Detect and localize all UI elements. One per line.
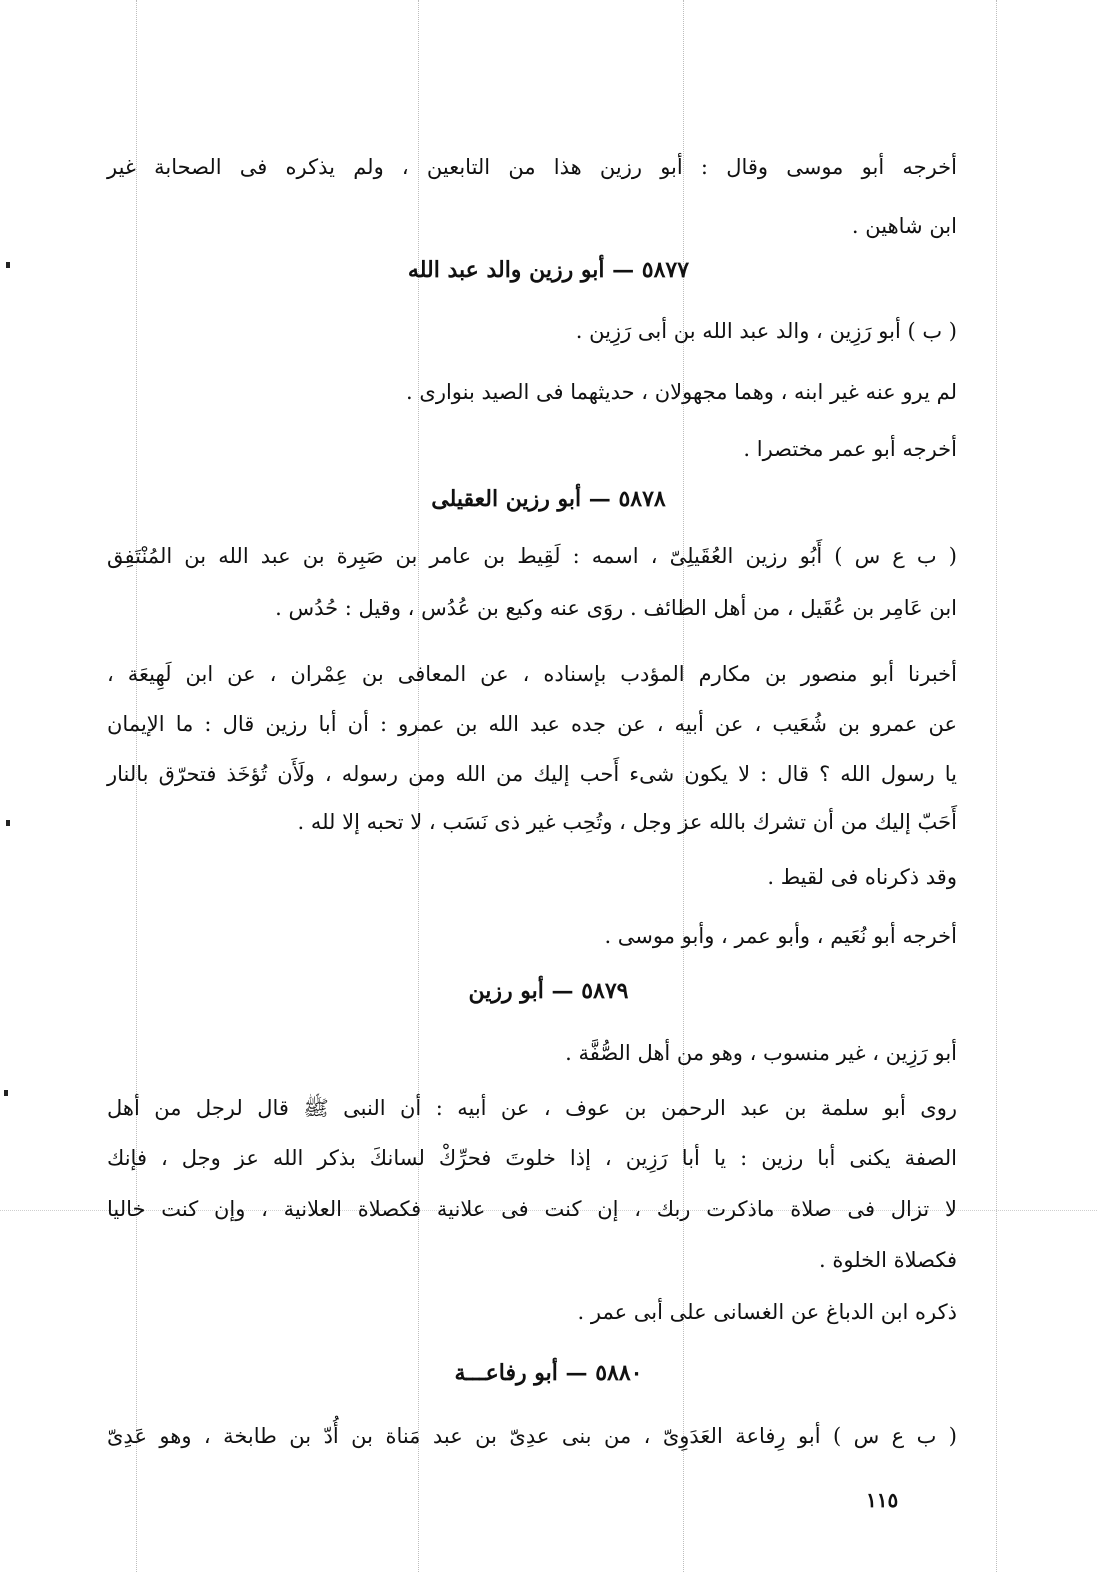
entry-line: فكصلاة الخلوة . xyxy=(819,1248,957,1272)
entry-heading-5879: ٥٨٧٩ — أبو رزين xyxy=(468,978,629,1004)
entry-heading-5880: ٥٨٨٠ — أبو رفاعـــة xyxy=(454,1360,643,1386)
entry-line: ذكره ابن الدباغ عن الغسانى على أبى عمر . xyxy=(577,1300,957,1324)
entry-heading-5878: ٥٨٧٨ — أبو رزين العقيلى xyxy=(431,486,666,512)
entry-line: أخرجه أبو نُعَيم ، وأبو عمر ، وأبو موسى . xyxy=(604,924,957,948)
entry-line: الصفة يكنى أبا رزين : يا أبا رَزِين ، إذا خلوتَ فحرِّكْ لسانكَ بذكر الله عز وجل ، فإنك xyxy=(107,1146,957,1170)
entry-line: عن عمرو بن شُعَيب ، عن أبيه ، عن جده عبد الله بن عمرو : أن أبا رزين قال : ما الإيمان xyxy=(107,712,957,736)
entry-line: ابن عَامِر بن عُقَيل ، من أهل الطائف . روَى عنه وكيع بن عُدُس ، وقيل : حُدُس . xyxy=(275,596,957,620)
entry-line: روى أبو سلمة بن عبد الرحمن بن عوف ، عن أبيه : أن النبى ﷺ قال لرجل من أهل xyxy=(107,1096,957,1120)
entry-line: أخبرنا أبو منصور بن مكارم المؤدب بإسناده ، عن المعافى بن عِمْران ، عن ابن لَهِيعَة ، xyxy=(107,662,957,686)
entry-line: يا رسول الله ؟ قال : لا يكون شىء أَحب إليك من الله ومن رسوله ، ولَأَن تُؤخَذ فتحرّق بالنار xyxy=(107,762,957,786)
entry-line: لا تزال فى صلاة ماذكرت ربك ، إن كنت فى علانية فكصلاة العلانية ، وإن كنت خاليا xyxy=(107,1197,957,1221)
entry-line: أبو رَزِين ، غير منسوب ، وهو من أهل الصُّفَّة . xyxy=(565,1041,957,1065)
scan-mark xyxy=(6,820,10,826)
entry-line: لم يرو عنه غير ابنه ، وهما مجهولان ، حديثهما فى الصيد بنوارى . xyxy=(406,380,957,404)
scan-guide-line xyxy=(996,0,997,1572)
entry-line: وقد ذكرناه فى لقيط . xyxy=(767,865,957,889)
entry-line: أَحَبّ إليك من أن تشرك بالله عز وجل ، وتُحِب غير ذى نَسَب ، لا تحبه إلا لله . xyxy=(297,810,957,834)
entry-heading-5877: ٥٨٧٧ — أبو رزين والد عبد الله xyxy=(407,257,690,283)
entry-line: ( ب ) أبو رَزِين ، والد عبد الله بن أبى رَزِين . xyxy=(575,319,957,343)
paragraph-line: أخرجه أبو موسى وقال : أبو رزين هذا من التابعين ، ولم يذكره فى الصحابة غير xyxy=(107,155,957,179)
entry-line: ( ب ع س ) أبو رِفاعة العَدَوِىّ ، من بنى عدِىّ بن عبد مَناة بن أُدّ بن طابخة ، وهو عَدِىّ xyxy=(107,1424,957,1448)
paragraph-line: ابن شاهين . xyxy=(851,214,957,238)
page-number: ١١٥ xyxy=(866,1488,899,1512)
entry-line: ( ب ع س ) أَبُو رزين العُقَيلِىّ ، اسمه : لَقِيط بن عامر بن صَبِرة بن عبد الله بن المُنْتَفِق xyxy=(107,544,957,568)
entry-line: أخرجه أبو عمر مختصرا . xyxy=(743,437,957,461)
scan-mark xyxy=(4,1090,8,1096)
